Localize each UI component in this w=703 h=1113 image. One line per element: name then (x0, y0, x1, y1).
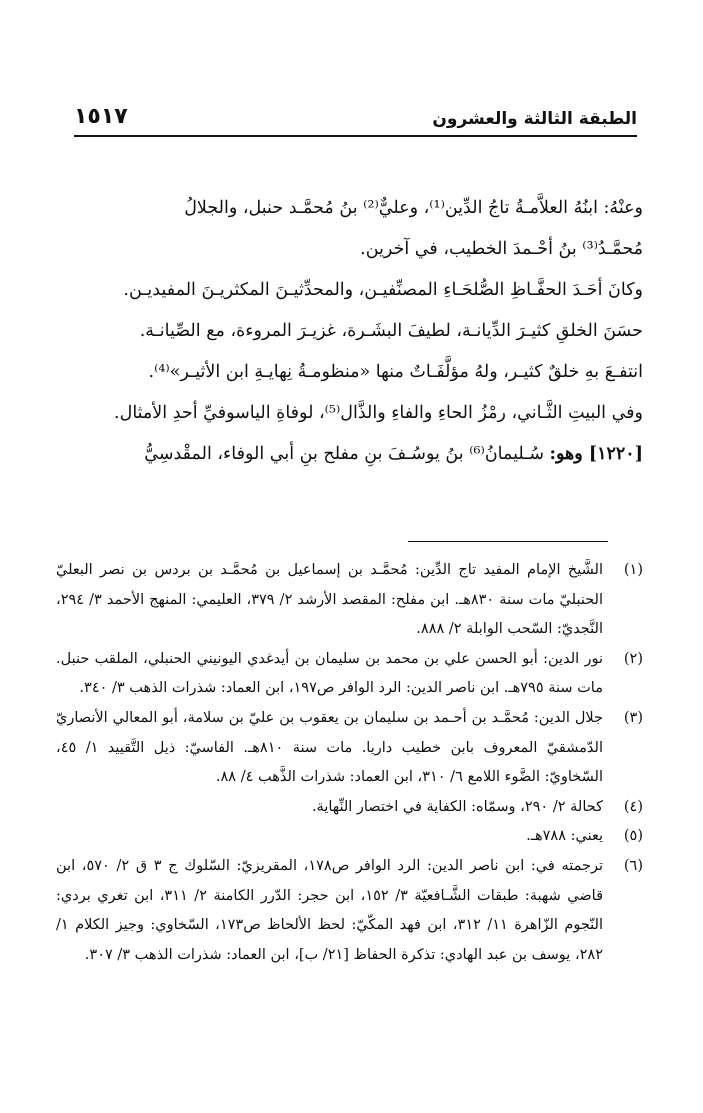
text-line: وفي البيتِ الثَّـاني، رمْزُ الحاءِ والفاءِ والذَّال⁽⁵⁾، لوفاةِ الياسوفيِّ أحدِ الأمثال. (114, 403, 643, 423)
footnote-text: يعني: ٧٨٨هـ. (526, 828, 603, 845)
page-number: ١٥١٧ (74, 104, 128, 129)
footnotes (56, 556, 643, 970)
entry-number: [١٢٢٠] وهو: (549, 444, 643, 464)
footnote-divider (408, 541, 608, 542)
footnote-number: (٥) (623, 828, 643, 845)
footnote-text: الشَّيخ الإمام المفيد تاج الدِّين: مُحمَّـد بن إسماعيل بن مُحمَّـد بن بردس بن نصر البعليّ الحنبليّ مات سنة ٨٣٠هـ. ابن مفلح: المقصد الأرشد ٢/ ٣٧٩، العليمي: المنهج الأحمد ٣/ ٢٩٤، النَّجديّ: السّحب الوابلة ٢/ ٨٨٨. (56, 562, 604, 638)
footnote-text: ترجمته في: ابن ناصر الدين: الرد الوافر ص١٧٨، المقريزيّ: السّلوك ج ٣ ق ٢/ ٥٧٠، ابن قاضي شهبة: طبقات الشَّـافعيّة ٣/ ١٥٢، ابن حجر: الدّرر الكامنة ٢/ ٣١١، ابن تغري بردي: النّجوم الزّاهرة ١١/ ٣١٢، ابن فهد المكّيّ: لحظ الألحاظ ص١٧٣، السّخاوي: وجيز الكلام ١/ ٢٨٢، يوسف بن عبد الهادي: تذكرة الحفاظ [٢١/ ب]، ابن العماد: شذرات الذهب ٣/ ٣٠٧. (56, 857, 604, 963)
footnote-text: جلال الدين: مُحمَّـد بن أحـمد بن سليمان بن يعقوب بن عليّ بن سلامة، أبو المعالي الأنصاريّ الدّمشقيّ المعروف بابن خطيب داريا. مات سنة ٨١٠هـ. الفاسيّ: ذيل التَّقييد ١/ ٤٥، السّخاويّ: الضَّوء اللامع ٦/ ٣١٠، ابن العماد: شذرات الذَّهب ٤/ ٨٨. (56, 709, 603, 786)
footnote-number: (٢) (623, 650, 643, 667)
entry-text: سُـليمانُ⁽⁶⁾ بنُ يوسُـفَ بنِ مفلح بنِ أبي الوفاء، المقْدسِيُّ (144, 444, 550, 464)
footnote-number: (٦) (623, 857, 643, 874)
main-text (66, 188, 643, 475)
text-line: وعنْهُ: ابنُهُ العلاَّمـةُ تاجُ الدِّين⁽¹⁾، وعليٌّ⁽²⁾ بنُ مُحمَّـد حنبل، والجلالُ (184, 198, 643, 218)
footnote (56, 793, 643, 823)
running-title: الطبقة الثالثة والعشرون (432, 109, 637, 129)
footnote (56, 645, 643, 704)
footnote-number: (١) (623, 562, 643, 578)
footnote (56, 556, 643, 645)
text-line: حسَنَ الخلقِ كثيـرَ الدِّيانـة، لطيفَ البشَـرة، غزيـرَ المروءة، مع الصِّيانـة. (139, 321, 643, 341)
text-line: انتفـعَ بهِ خلقٌ كثيـر، ولهُ مؤلَّفَـاتٌ منها «منظومـةُ نِهايـةِ ابن الأثيـر»⁽⁴⁾. (148, 362, 643, 382)
footnote (56, 704, 643, 793)
footnote-number: (٤) (623, 798, 643, 815)
text-line: وكانَ أحَـدَ الحفَّـاظِ الصُّلحَـاءِ المصنِّفيـن، والمحدِّثيـنَ المكثريـنَ المفيديـن. (123, 280, 643, 300)
biography-entry (66, 434, 643, 475)
footnote (56, 822, 643, 852)
footnote (56, 852, 643, 970)
footnote-text: كحالة ٢/ ٢٩٠، وسمّاه: الكفاية في اختصار النِّهاية. (311, 798, 603, 815)
footnote-text: نور الدين: أبو الحسن علي بن محمد بن سليمان بن أيدغدي اليونيني الحنبلي، الملقب حنبل. مات سنة ٧٩٥هـ. ابن ناصر الدين: الرد الوافر ص١٩٧، ابن العماد: شذرات الذهب ٣/ ٣٤٠. (56, 650, 603, 697)
page-header (74, 104, 637, 137)
footnote-number: (٣) (623, 709, 643, 726)
text-line: مُحمَّـدُ⁽³⁾ بنُ أحْـمدَ الخطيب، في آخرين. (360, 239, 643, 259)
